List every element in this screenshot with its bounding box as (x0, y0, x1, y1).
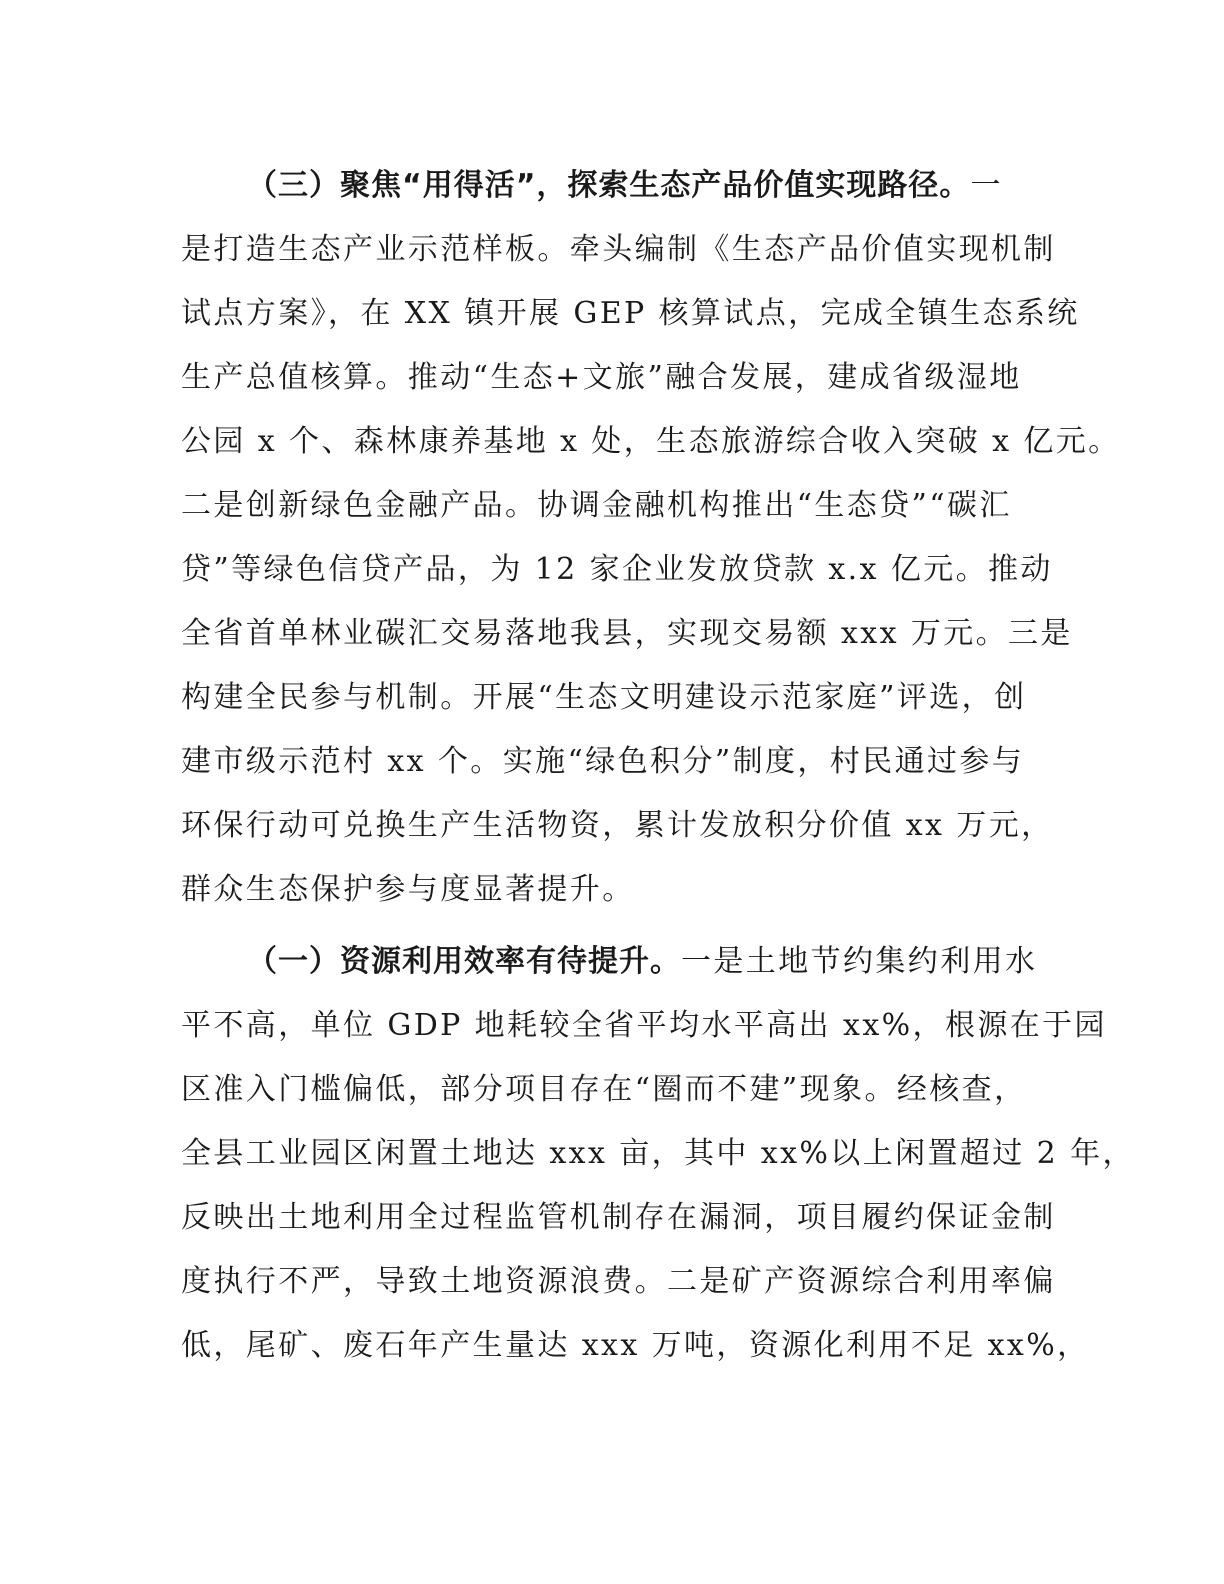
body-line: 平不高，单位 GDP 地耗较全省平均水平高出 xx%，根源在于园 (181, 1008, 1107, 1043)
paragraph-first-line (181, 154, 1061, 218)
paragraph-ecological-value (181, 154, 1121, 922)
body-line: 公园 x 个、森林康养基地 x 处，生态旅游综合收入突破 x 亿元。 (181, 424, 1121, 459)
paragraph-resource-efficiency (181, 930, 1135, 1378)
body-line: 区准入门槛偏低，部分项目存在“圈而不建”现象。经核查， (181, 1072, 1027, 1107)
body-line: 全省首单林业碳汇交易落地我县，实现交易额 xxx 万元。三是 (181, 616, 1073, 651)
body-line: 群众生态保护参与度显著提升。 (181, 872, 635, 907)
body-line: 二是创新绿色金融产品。协调金融机构推出“生态贷”“碳汇 (181, 488, 1012, 523)
body-text: 一是土地节约集约利用水 (681, 944, 1038, 979)
body-line: 建市级示范村 xx 个。实施“绿色积分”制度，村民通过参与 (181, 744, 1025, 779)
body-line: 环保行动可兑换生产生活物资，累计发放积分价值 xx 万元， (181, 808, 1054, 843)
paragraph-first-line (181, 930, 1061, 994)
body-line: 全县工业园区闲置土地达 xxx 亩，其中 xx%以上闲置超过 2 年， (181, 1136, 1135, 1171)
body-line: 试点方案》，在 XX 镇开展 GEP 核算试点，完成全镇生态系统 (181, 296, 1080, 331)
section-heading: （三）聚焦“用得活”，探索生态产品价值实现路径。 (247, 168, 971, 203)
body-line: 低，尾矿、废石年产生量达 xxx 万吨，资源化利用不足 xx%， (181, 1328, 1090, 1363)
body-line: 反映出土地利用全过程监管机制存在漏洞，项目履约保证金制 (181, 1200, 1056, 1235)
body-line: 贷”等绿色信贷产品，为 12 家企业发放贷款 x.x 亿元。推动 (181, 552, 1053, 587)
section-heading: （一）资源利用效率有待提升。 (247, 944, 681, 979)
body-line: 度执行不严，导致土地资源浪费。二是矿产资源综合利用率偏 (181, 1264, 1056, 1299)
body-text: 一 (970, 168, 1003, 203)
body-line: 是打造生态产业示范样板。牵头编制《生态产品价值实现机制 (181, 232, 1056, 267)
body-line: 生产总值核算。推动“生态+文旅”融合发展，建成省级湿地 (181, 360, 1022, 395)
body-line: 构建全民参与机制。开展“生态文明建设示范家庭”评选，创 (181, 680, 1027, 715)
